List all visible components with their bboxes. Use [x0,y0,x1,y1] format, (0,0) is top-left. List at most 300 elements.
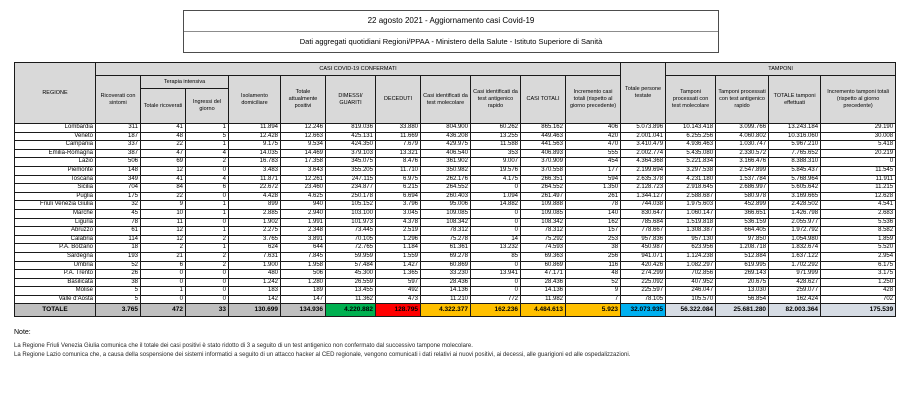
incremento-tamponi: 29.190 [821,124,896,133]
region: Puglia [15,192,96,201]
isolamento-domiciliare: 3.483 [229,166,281,175]
tamponi-molecolare: 1.519.818 [666,218,716,227]
incremento-tamponi: 3.175 [821,270,896,279]
table-row [15,270,896,279]
notes-title: Note: [14,329,31,336]
isolamento-domiciliare: 3.765 [229,235,281,244]
incremento-tamponi: 11.911 [821,175,896,184]
totale-tamponi: 2.055.977 [769,218,821,227]
terapia-intensiva-totale: 69 [141,158,186,167]
ricoverati-con-sintomi: 187 [96,132,141,141]
header-incremento-tamponi: Incremento tamponi totali (rispetto al giorno precedente) [821,76,896,124]
terapia-intensiva-ingressi: 0 [186,295,229,304]
incremento-casi: 454 [566,158,621,167]
dimessi-guariti: 247.115 [326,175,376,184]
casi-totali: 75.292 [521,235,566,244]
dimessi-guariti: 26.559 [326,278,376,287]
region: Valle d'Aosta [15,295,96,304]
terapia-intensiva-ingressi: 6 [186,184,229,193]
tamponi-antigenico: 269.143 [716,270,769,279]
dimessi-guariti: 355.205 [326,166,376,175]
terapia-intensiva-ingressi: 2 [186,235,229,244]
title-box [183,10,719,53]
terapia-intensiva-totale: 2 [141,244,186,253]
covid-table [14,62,896,317]
totale-persone-testate: 941.071 [621,252,666,261]
header-band-tamponi: TAMPONI [666,63,896,76]
table-row [15,166,896,175]
totale-attualmente-positivi: 940 [281,201,326,210]
incremento-tamponi: 11.215 [821,184,896,193]
incremento-casi: 38 [566,244,621,253]
region-totale: TOTALE [15,304,96,317]
casi-test-molecolare: 108.342 [421,218,471,227]
totale-persone-testate: 2.001.041 [621,132,666,141]
casi-totali: 441.563 [521,141,566,150]
header-ti-totale-ricoverati: Totale ricoverati [141,89,186,124]
terapia-intensiva-totale: 1 [141,287,186,296]
tamponi-molecolare: 5.435.080 [666,149,716,158]
dimessi-guariti: 345.075 [326,158,376,167]
ricoverati-con-sintomi: 387 [96,149,141,158]
header-casi-totali: CASI TOTALI [521,76,566,124]
totale-attualmente-positivi: 12.261 [281,175,326,184]
totale-row [15,304,896,317]
casi-test-antigenico: 14 [471,235,521,244]
deceduti: 597 [376,278,421,287]
header-totale-attualmente-positivi: Totale attualmente positivi [281,76,326,124]
terapia-intensiva-ingressi: 2 [186,158,229,167]
totale-persone-testate: 78.105 [621,295,666,304]
header-band-casi-confermati: CASI COVID-19 CONFERMATI [96,63,621,76]
isolamento-domiciliare: 1.900 [229,261,281,270]
incremento-tamponi: 8.582 [821,227,896,236]
casi-test-antigenico: 4.175 [471,175,521,184]
header-casi-test-molecolare: Casi identificati da test molecolare [421,76,471,124]
casi-totali: 78.312 [521,227,566,236]
casi-test-antigenico: 0 [471,278,521,287]
casi-test-molecolare: 429.975 [421,141,471,150]
dimessi-guariti: 234.877 [326,184,376,193]
notes-section [14,329,884,361]
totale-tamponi: 162.424 [769,295,821,304]
tamponi-antigenico: 580.978 [716,192,769,201]
deceduti: 2.519 [376,227,421,236]
casi-totali: 370.558 [521,166,566,175]
casi-test-molecolare: 804.900 [421,124,471,133]
incremento-casi: 1.350 [566,184,621,193]
terapia-intensiva-totale: 41 [141,124,186,133]
casi-test-molecolare: 109.085 [421,209,471,218]
isolamento-domiciliare: 2.885 [229,209,281,218]
terapia-intensiva-ingressi: 1 [186,244,229,253]
tamponi-molecolare: 702.856 [666,270,716,279]
region: Campania [15,141,96,150]
table-row [15,192,896,201]
isolamento-domiciliare: 14.035 [229,149,281,158]
region: Marche [15,209,96,218]
incremento-casi: 261 [566,192,621,201]
region: Sicilia [15,184,96,193]
isolamento-domiciliare: 624 [229,244,281,253]
casi-test-molecolare: 350.982 [421,166,471,175]
totale-attualmente-positivi: 17.358 [281,158,326,167]
totale-tamponi: 1.637.122 [769,252,821,261]
terapia-intensiva-totale: 48 [141,132,186,141]
totale-tamponi: 1.972.792 [769,227,821,236]
totale-tamponi: 5.845.437 [769,166,821,175]
header-regione: REGIONE [15,63,96,124]
terapia-intensiva-ingressi-totale: 33 [186,304,229,317]
incremento-casi: 48 [566,270,621,279]
terapia-intensiva-ingressi: 0 [186,287,229,296]
casi-test-antigenico: 353 [471,149,521,158]
tamponi-molecolare: 4.936.463 [666,141,716,150]
terapia-intensiva-ingressi: 1 [186,201,229,210]
tamponi-antigenico: 512.884 [716,252,769,261]
tamponi-molecolare: 6.255.256 [666,132,716,141]
tamponi-molecolare: 5.221.834 [666,158,716,167]
terapia-intensiva-totale: 22 [141,141,186,150]
tamponi-antigenico: 619.995 [716,261,769,270]
ricoverati-con-sintomi: 78 [96,218,141,227]
table-row [15,175,896,184]
casi-test-antigenico: 0 [471,261,521,270]
casi-test-molecolare: 361.902 [421,158,471,167]
casi-test-antigenico: 9.007 [471,158,521,167]
totale-persone-testate: 3.410.479 [621,141,666,150]
table-row [15,227,896,236]
totale-tamponi: 7.765.652 [769,149,821,158]
terapia-intensiva-ingressi: 1 [186,124,229,133]
terapia-intensiva-totale: 12 [141,235,186,244]
totale-attualmente-positivi: 2.940 [281,209,326,218]
table-row [15,124,896,133]
terapia-intensiva-totale: 0 [141,270,186,279]
terapia-intensiva-totale: 84 [141,184,186,193]
tamponi-antigenico: 13.030 [716,287,769,296]
tamponi-molecolare: 1.082.297 [666,261,716,270]
casi-totali: 47.171 [521,270,566,279]
deceduti: 1.296 [376,235,421,244]
deceduti: 1.559 [376,252,421,261]
incremento-casi: 78 [566,201,621,210]
dimessi-guariti: 70.105 [326,235,376,244]
totale-attualmente-positivi: 23.460 [281,184,326,193]
casi-test-molecolare: 14.136 [421,287,471,296]
isolamento-domiciliare: 1.902 [229,218,281,227]
incremento-tamponi: 0 [821,158,896,167]
incremento-tamponi: 2.954 [821,252,896,261]
dimessi-guariti: 57.484 [326,261,376,270]
casi-totali: 406.893 [521,149,566,158]
tamponi-molecolare: 4.231.180 [666,175,716,184]
note-friuli: La Regione Friuli Venezia Giulia comunica che il totale dei casi positivi è stato ridotto di 3 a seguito di un test antigenico non confermato dal successivo tampone molecolare. [14,343,473,349]
totale-attualmente-positivi: 1.958 [281,261,326,270]
ricoverati-con-sintomi: 52 [96,261,141,270]
totale-persone-testate: 778.667 [621,227,666,236]
table-row [15,132,896,141]
terapia-intensiva-ingressi: 0 [186,218,229,227]
terapia-intensiva-ingressi: 1 [186,141,229,150]
deceduti: 11.710 [376,166,421,175]
totale-tamponi-totale: 82.003.364 [769,304,821,317]
tamponi-molecolare: 407.952 [666,278,716,287]
totale-persone-testate: 5.073.896 [621,124,666,133]
report-title: 22 agosto 2021 - Aggiornamento casi Covid-19 [184,11,718,32]
totale-persone-testate: 744.038 [621,201,666,210]
casi-test-molecolare: 28.436 [421,278,471,287]
casi-test-molecolare: 60.869 [421,261,471,270]
casi-test-antigenico: 85 [471,252,521,261]
header-casi-test-antigenico: Casi identificati da test antigenico rapido [471,76,521,124]
ricoverati-con-sintomi: 5 [96,295,141,304]
table-row [15,218,896,227]
casi-test-molecolare: 75.278 [421,235,471,244]
table-row [15,252,896,261]
casi-totali: 11.982 [521,295,566,304]
totale-persone-testate-totale: 32.073.935 [621,304,666,317]
incremento-casi: 555 [566,149,621,158]
totale-attualmente-positivi: 12.246 [281,124,326,133]
tamponi-antigenico: 3.166.476 [716,158,769,167]
terapia-intensiva-totale: 6 [141,261,186,270]
deceduti: 6.975 [376,175,421,184]
casi-test-antigenico: 19.576 [471,166,521,175]
deceduti: 11.669 [376,132,421,141]
deceduti: 3.045 [376,209,421,218]
tamponi-antigenico: 1.208.718 [716,244,769,253]
tamponi-antigenico: 1.030.747 [716,141,769,150]
casi-test-molecolare: 69.278 [421,252,471,261]
incremento-tamponi: 702 [821,295,896,304]
totale-attualmente-positivi: 4.625 [281,192,326,201]
tamponi-antigenico: 536.159 [716,218,769,227]
ricoverati-con-sintomi: 704 [96,184,141,193]
casi-totali: 261.497 [521,192,566,201]
casi-totali: 28.436 [521,278,566,287]
totale-attualmente-positivi: 644 [281,244,326,253]
header-incremento-casi: Incremento casi totali (rispetto al giorno precedente) [566,76,621,124]
casi-totali: 266.351 [521,175,566,184]
terapia-intensiva-ingressi: 4 [186,175,229,184]
incremento-casi: 162 [566,218,621,227]
casi-test-molecolare: 33.230 [421,270,471,279]
deceduti: 492 [376,287,421,296]
dimessi-guariti: 250.178 [326,192,376,201]
terapia-intensiva-totale: 12 [141,227,186,236]
tamponi-molecolare: 623.956 [666,244,716,253]
totale-attualmente-positivi: 9.534 [281,141,326,150]
casi-test-molecolare: 78.312 [421,227,471,236]
terapia-intensiva-totale: 12 [141,166,186,175]
totale-tamponi: 2.428.502 [769,201,821,210]
ricoverati-con-sintomi: 32 [96,201,141,210]
report-subtitle: Dati aggregati quotidiani Regioni/PPAA - Ministero della Salute - Istituto Superiore di Sanità [299,37,603,46]
incremento-casi: 116 [566,261,621,270]
ricoverati-con-sintomi: 5 [96,287,141,296]
totale-persone-testate: 830.647 [621,209,666,218]
region: Friuli Venezia Giulia [15,201,96,210]
terapia-intensiva-ingressi: 1 [186,209,229,218]
table-row [15,278,896,287]
casi-totali: 74.593 [521,244,566,253]
totale-attualmente-positivi: 2.348 [281,227,326,236]
casi-test-molecolare-totale: 4.322.377 [421,304,471,317]
tamponi-molecolare-totale: 56.322.084 [666,304,716,317]
totale-tamponi: 13.243.184 [769,124,821,133]
ricoverati-con-sintomi: 114 [96,235,141,244]
tamponi-antigenico: 366.651 [716,209,769,218]
table-row [15,235,896,244]
dimessi-guariti: 819.036 [326,124,376,133]
tamponi-molecolare: 1.308.387 [666,227,716,236]
casi-totali: 69.363 [521,252,566,261]
ricoverati-con-sintomi: 349 [96,175,141,184]
tamponi-antigenico: 20.675 [716,278,769,287]
deceduti: 13.321 [376,149,421,158]
region: Piemonte [15,166,96,175]
incremento-casi: 470 [566,141,621,150]
totale-attualmente-positivi: 7.845 [281,252,326,261]
tamponi-antigenico: 2.547.899 [716,166,769,175]
casi-test-antigenico: 0 [471,209,521,218]
table-row [15,261,896,270]
totale-tamponi: 5.768.964 [769,175,821,184]
header-totale-persone-testate: Totale persone testate [621,63,666,124]
casi-test-antigenico: 14.882 [471,201,521,210]
casi-test-antigenico: 60.262 [471,124,521,133]
deceduti: 33.880 [376,124,421,133]
incremento-tamponi: 1.859 [821,235,896,244]
isolamento-domiciliare: 2.275 [229,227,281,236]
deceduti: 3.796 [376,201,421,210]
casi-test-molecolare: 436.208 [421,132,471,141]
header-tamponi-antigenico: Tamponi processati con test antigenico rapido [716,76,769,124]
isolamento-domiciliare: 11.871 [229,175,281,184]
incremento-tamponi: 6.175 [821,261,896,270]
dimessi-guariti: 59.959 [326,252,376,261]
dimessi-guariti: 379.103 [326,149,376,158]
casi-test-antigenico: 0 [471,218,521,227]
header-terapia-intensiva: Terapia intensiva [141,76,229,89]
ricoverati-con-sintomi: 45 [96,209,141,218]
tamponi-molecolare: 2.918.645 [666,184,716,193]
tamponi-molecolare: 1.975.603 [666,201,716,210]
totale-attualmente-positivi: 1.991 [281,218,326,227]
incremento-casi: 256 [566,252,621,261]
incremento-casi: 594 [566,175,621,184]
totale-attualmente-positivi: 12.663 [281,132,326,141]
dimessi-guariti: 103.100 [326,209,376,218]
deceduti: 7.679 [376,141,421,150]
totale-attualmente-positivi: 1.280 [281,278,326,287]
casi-test-molecolare: 264.552 [421,184,471,193]
casi-totali: 60.869 [521,261,566,270]
incremento-casi: 7 [566,295,621,304]
totale-tamponi: 5.605.642 [769,184,821,193]
tamponi-antigenico: 664.405 [716,227,769,236]
totale-attualmente-positivi: 14.469 [281,149,326,158]
region: Calabria [15,235,96,244]
totale-attualmente-positivi: 147 [281,295,326,304]
totale-tamponi: 971.999 [769,270,821,279]
incremento-casi: 9 [566,287,621,296]
totale-tamponi: 428.627 [769,278,821,287]
dimessi-guariti: 424.350 [326,141,376,150]
deceduti: 1.427 [376,261,421,270]
totale-tamponi: 1.054.980 [769,235,821,244]
totale-persone-testate: 2.128.723 [621,184,666,193]
incremento-casi: 140 [566,209,621,218]
ricoverati-con-sintomi: 148 [96,166,141,175]
casi-test-molecolare: 260.403 [421,192,471,201]
totale-persone-testate: 785.684 [621,218,666,227]
dimessi-guariti: 425.131 [326,132,376,141]
terapia-intensiva-ingressi: 0 [186,166,229,175]
region: P.A. Bolzano [15,244,96,253]
terapia-intensiva-ingressi: 0 [186,192,229,201]
incremento-tamponi: 30.008 [821,132,896,141]
ricoverati-con-sintomi: 175 [96,192,141,201]
deceduti: 1.184 [376,244,421,253]
totale-attualmente-positivi: 189 [281,287,326,296]
region: Basilicata [15,278,96,287]
totale-tamponi: 259.077 [769,287,821,296]
header-ti-ingressi-giorno: Ingressi del giorno [186,89,229,124]
casi-test-antigenico: 13.941 [471,270,521,279]
ricoverati-con-sintomi: 193 [96,252,141,261]
casi-totali: 449.463 [521,132,566,141]
region: Lazio [15,158,96,167]
casi-totali-totale: 4.484.613 [521,304,566,317]
totale-attualmente-positivi: 3.891 [281,235,326,244]
totale-tamponi: 8.388.310 [769,158,821,167]
casi-test-molecolare: 406.540 [421,149,471,158]
casi-test-antigenico: 0 [471,184,521,193]
tamponi-molecolare: 3.297.538 [666,166,716,175]
isolamento-domiciliare: 183 [229,287,281,296]
totale-persone-testate: 2.199.694 [621,166,666,175]
table-body [15,124,896,317]
table-row [15,295,896,304]
table-row [15,158,896,167]
dimessi-guariti: 11.362 [326,295,376,304]
table-row [15,184,896,193]
region: P.A. Trento [15,270,96,279]
incremento-tamponi: 5.536 [821,218,896,227]
region: Veneto [15,132,96,141]
totale-tamponi: 1.832.674 [769,244,821,253]
casi-totali: 264.552 [521,184,566,193]
incremento-casi: 177 [566,166,621,175]
tamponi-antigenico: 452.899 [716,201,769,210]
tamponi-antigenico: 2.330.572 [716,149,769,158]
tamponi-antigenico: 56.854 [716,295,769,304]
totale-persone-testate: 1.344.127 [621,192,666,201]
dimessi-guariti: 45.300 [326,270,376,279]
table-row [15,149,896,158]
incremento-tamponi: 20.219 [821,149,896,158]
totale-persone-testate: 957.836 [621,235,666,244]
incremento-tamponi-totale: 175.539 [821,304,896,317]
totale-persone-testate: 274.299 [621,270,666,279]
incremento-tamponi: 12.628 [821,192,896,201]
tamponi-antigenico: 2.686.997 [716,184,769,193]
header-isolamento-domiciliare: Isolamento domiciliare [229,76,281,124]
casi-test-molecolare: 11.210 [421,295,471,304]
casi-totali: 109.085 [521,209,566,218]
